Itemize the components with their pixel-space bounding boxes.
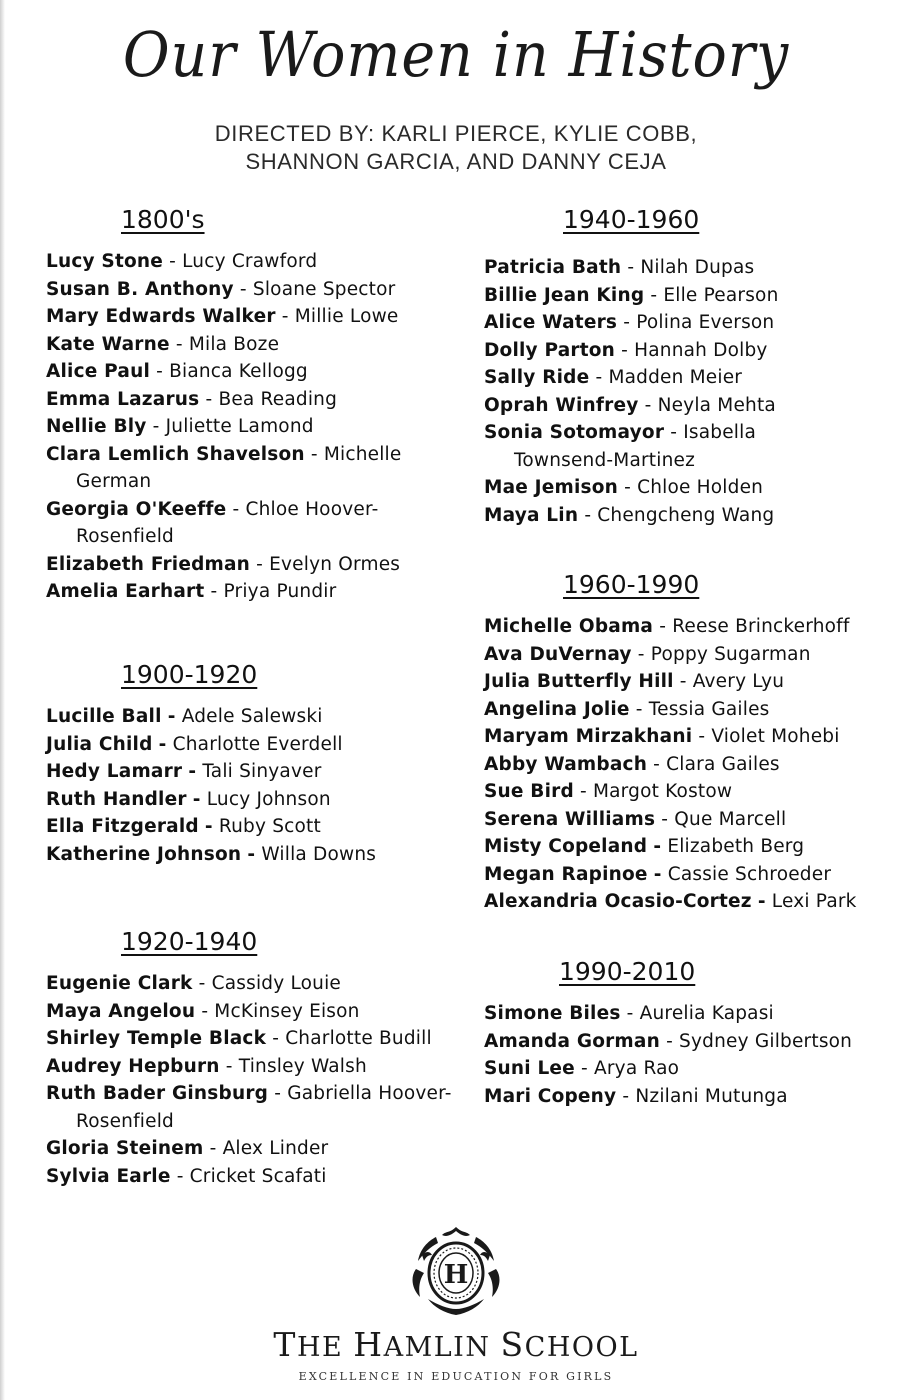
actor-name: Tinsley Walsh <box>238 1055 367 1077</box>
page-title: Our Women in History <box>122 18 790 91</box>
cast-entry <box>484 806 909 834</box>
section-heading: 1900-1920 <box>121 660 258 689</box>
cast-entry <box>46 441 441 496</box>
entry-separator: - <box>653 863 662 885</box>
historical-woman-name: Amelia Earhart <box>46 581 205 602</box>
cast-entry <box>46 248 441 276</box>
actor-name: Isabella Townsend-Martinez <box>514 422 757 471</box>
actor-name: Charlotte Everdell <box>172 733 343 755</box>
cast-list <box>484 613 909 916</box>
school-logo <box>0 1225 912 1383</box>
entry-separator: - <box>225 1055 233 1077</box>
entry-separator: - <box>210 581 218 602</box>
cast-entry <box>484 888 909 916</box>
historical-woman-name: Michelle Obama <box>484 616 654 637</box>
historical-woman-name: Billie Jean King <box>484 284 645 306</box>
cast-entry <box>46 731 466 759</box>
cast-entry <box>46 578 441 606</box>
entry-separator: - <box>239 278 247 300</box>
actor-name: McKinsey Eison <box>214 1000 360 1022</box>
actor-name: Arya Rao <box>594 1058 680 1079</box>
cast-entry <box>484 419 819 474</box>
cast-entry <box>484 392 819 420</box>
entry-separator: - <box>666 1030 673 1052</box>
cast-entry <box>484 668 909 696</box>
entry-separator: - <box>232 498 240 520</box>
entry-separator: - <box>624 477 632 498</box>
historical-woman-name: Serena Williams <box>484 808 656 830</box>
section-1960-1990 <box>484 570 909 916</box>
actor-name: Adele Salewski <box>181 706 323 727</box>
historical-woman-name: Abby Wambach <box>484 753 648 775</box>
actor-name: Juliette Lamond <box>165 416 314 437</box>
actor-name: Cricket Scafati <box>189 1165 327 1187</box>
historical-woman-name: Susan B. Anthony <box>46 278 234 300</box>
actor-name: Reese Brinckerhoff <box>672 616 850 637</box>
historical-woman-name: Maryam Mirzakhani <box>484 726 693 747</box>
cast-entry <box>484 1000 909 1028</box>
actor-name: Sloane Spector <box>252 278 396 300</box>
historical-woman-name: Ruth Bader Ginsburg <box>46 1083 269 1104</box>
entry-separator: - <box>188 761 197 782</box>
school-name-h: H <box>353 1325 384 1364</box>
entry-separator: - <box>156 361 163 382</box>
historical-woman-name: Simone Biles <box>484 1003 621 1024</box>
entry-separator: - <box>623 312 631 333</box>
historical-woman-name: Georgia O'Keeffe <box>46 498 227 520</box>
historical-woman-name: Ruth Handler <box>46 788 187 810</box>
cast-entry <box>46 331 441 359</box>
historical-woman-name: Megan Rapinoe <box>484 863 648 885</box>
cast-list <box>46 248 441 606</box>
actor-name: Tali Sinyaver <box>202 761 322 782</box>
historical-woman-name: Sylvia Earle <box>46 1165 171 1187</box>
cast-entry <box>484 254 819 282</box>
entry-separator: - <box>247 843 256 865</box>
entry-separator: - <box>627 257 635 278</box>
cast-entry <box>484 309 819 337</box>
actor-name: Avery Lyu <box>692 671 785 692</box>
actor-name: Clara Gailes <box>666 753 780 775</box>
cast-entry <box>46 551 441 579</box>
entry-separator: - <box>152 416 160 437</box>
actor-name: Bea Reading <box>218 388 338 410</box>
section-1940-1960 <box>484 205 819 529</box>
historical-woman-name: Misty Copeland <box>484 836 648 857</box>
cast-entry <box>46 703 466 731</box>
actor-name: Elle Pearson <box>663 284 779 306</box>
entry-separator: - <box>679 671 687 692</box>
actor-name: Que Marcell <box>674 808 787 830</box>
entry-separator: - <box>256 553 264 575</box>
actor-name: Lexi Park <box>771 891 857 912</box>
actor-name: Gabriella Hoover-Rosenfield <box>76 1083 452 1132</box>
page-edge <box>0 0 5 1400</box>
historical-woman-name: Alexandria Ocasio-Cortez <box>484 891 752 912</box>
historical-woman-name: Alice Paul <box>46 361 151 382</box>
cast-entry <box>46 303 441 331</box>
cast-entry <box>484 723 909 751</box>
actor-name: Charlotte Budill <box>285 1028 432 1049</box>
historical-woman-name: Dolly Parton <box>484 339 616 361</box>
cast-entry <box>46 998 476 1026</box>
actor-name: Bianca Kellogg <box>169 361 308 382</box>
directors-line-2: SHANNON GARCIA, AND DANNY CEJA <box>245 149 667 174</box>
school-name-chool: CHOOL <box>524 1332 639 1363</box>
cast-entry <box>46 813 466 841</box>
actor-name: Mila Boze <box>188 333 280 355</box>
entry-separator: - <box>209 1138 217 1159</box>
actor-name: Chengcheng Wang <box>597 504 775 526</box>
entry-separator: - <box>175 333 183 355</box>
cast-entry <box>46 496 441 551</box>
actor-name: Alex Linder <box>222 1138 329 1159</box>
historical-woman-name: Eugenie Clark <box>46 973 193 994</box>
entry-separator: - <box>653 836 662 857</box>
historical-woman-name: Patricia Bath <box>484 257 622 278</box>
historical-woman-name: Sonia Sotomayor <box>484 422 665 443</box>
entry-separator: - <box>198 973 206 994</box>
actor-name: Polina Everson <box>636 312 775 333</box>
historical-woman-name: Mae Jemison <box>484 477 619 498</box>
entry-separator: - <box>167 706 176 727</box>
actor-name: Poppy Sugarman <box>650 643 811 665</box>
actor-name: Nzilani Mutunga <box>635 1085 788 1107</box>
cast-list <box>46 703 466 868</box>
historical-woman-name: Julia Butterfly Hill <box>484 671 674 692</box>
historical-woman-name: Lucille Ball <box>46 706 162 727</box>
entry-separator: - <box>584 504 592 526</box>
historical-woman-name: Angelina Jolie <box>484 698 630 720</box>
entry-separator: - <box>579 781 587 802</box>
directors-credit <box>0 120 912 176</box>
entry-separator: - <box>581 1058 588 1079</box>
actor-name: Violet Mohebi <box>711 726 840 747</box>
entry-separator: - <box>653 753 661 775</box>
historical-woman-name: Gloria Steinem <box>46 1138 204 1159</box>
cast-entry <box>46 1135 476 1163</box>
crest-letter: H <box>443 1260 469 1290</box>
cast-entry <box>484 833 909 861</box>
historical-woman-name: Nellie Bly <box>46 416 147 437</box>
cast-entry <box>46 786 466 814</box>
historical-woman-name: Amanda Gorman <box>484 1030 660 1052</box>
historical-woman-name: Alice Waters <box>484 312 618 333</box>
section-1920-1940 <box>46 927 476 1190</box>
actor-name: Ruby Scott <box>218 816 321 837</box>
cast-entry <box>484 282 819 310</box>
cast-entry <box>46 841 466 869</box>
entry-separator: - <box>622 1085 630 1107</box>
historical-woman-name: Maya Lin <box>484 504 579 526</box>
actor-name: Willa Downs <box>261 843 377 865</box>
cast-list <box>484 254 819 529</box>
historical-woman-name: Suni Lee <box>484 1058 575 1079</box>
cast-entry <box>46 758 466 786</box>
entry-separator: - <box>698 726 706 747</box>
section-heading: 1920-1940 <box>121 927 258 956</box>
entry-separator: - <box>650 284 658 306</box>
historical-woman-name: Elizabeth Friedman <box>46 553 251 575</box>
entry-separator: - <box>595 367 603 388</box>
entry-separator: - <box>201 1000 209 1022</box>
historical-woman-name: Sue Bird <box>484 781 574 802</box>
historical-woman-name: Kate Warne <box>46 333 170 355</box>
cast-entry <box>46 970 476 998</box>
actor-name: Nilah Dupas <box>640 257 755 278</box>
cast-entry <box>46 358 441 386</box>
historical-woman-name: Ava DuVernay <box>484 643 632 665</box>
actor-name: Chloe Hoover-Rosenfield <box>76 498 379 547</box>
crest-icon <box>406 1225 506 1317</box>
entry-separator: - <box>169 251 177 272</box>
historical-woman-name: Katherine Johnson <box>46 843 242 865</box>
historical-woman-name: Sally Ride <box>484 367 590 388</box>
cast-entry <box>46 1163 476 1191</box>
section-heading: 1990-2010 <box>559 957 696 986</box>
cast-entry <box>46 276 441 304</box>
cast-entry <box>484 1055 909 1083</box>
cast-list <box>484 1000 909 1110</box>
historical-woman-name: Lucy Stone <box>46 251 164 272</box>
actor-name: Sydney Gilbertson <box>679 1030 853 1052</box>
cast-entry <box>484 1083 909 1111</box>
actor-name: Margot Kostow <box>592 781 733 802</box>
school-name-amlin: AMLIN <box>383 1332 491 1363</box>
section-1900-1920 <box>46 660 466 868</box>
entry-separator: - <box>205 388 213 410</box>
historical-woman-name: Ella Fitzgerald <box>46 816 199 837</box>
entry-separator: - <box>272 1028 280 1049</box>
actor-name: Lucy Crawford <box>182 251 318 272</box>
cast-entry <box>484 696 909 724</box>
school-name <box>0 1325 912 1364</box>
actor-name: Tessia Gailes <box>648 698 770 720</box>
cast-entry <box>46 1053 476 1081</box>
actor-name: Chloe Holden <box>637 477 764 498</box>
actor-name: Aurelia Kapasi <box>639 1003 774 1024</box>
actor-name: Lucy Johnson <box>206 788 331 810</box>
entry-separator: - <box>204 816 213 837</box>
historical-woman-name: Mari Copeny <box>484 1085 617 1107</box>
entry-separator: - <box>176 1165 184 1187</box>
historical-woman-name: Shirley Temple Black <box>46 1028 267 1049</box>
school-name-he: HE <box>296 1332 344 1363</box>
section-heading: 1960-1990 <box>563 570 700 599</box>
entry-separator: - <box>626 1003 634 1024</box>
cast-entry <box>484 1028 909 1056</box>
cast-entry <box>484 751 909 779</box>
actor-name: Millie Lowe <box>294 306 399 327</box>
entry-separator: - <box>661 808 669 830</box>
cast-entry <box>484 641 909 669</box>
historical-woman-name: Hedy Lamarr <box>46 761 183 782</box>
historical-woman-name: Mary Edwards Walker <box>46 306 276 327</box>
historical-woman-name: Maya Angelou <box>46 1000 196 1022</box>
school-name-t: T <box>273 1325 297 1364</box>
actor-name: Priya Pundir <box>223 581 337 602</box>
entry-separator: - <box>274 1083 282 1104</box>
cast-entry <box>46 1025 476 1053</box>
cast-entry <box>484 778 909 806</box>
cast-entry <box>46 1080 476 1135</box>
cast-entry <box>484 502 819 530</box>
cast-entry <box>46 386 441 414</box>
cast-entry <box>484 613 909 641</box>
section-heading: 1800's <box>121 205 205 234</box>
cast-list <box>46 970 476 1190</box>
actor-name: Cassie Schroeder <box>667 863 832 885</box>
historical-woman-name: Clara Lemlich Shavelson <box>46 443 305 465</box>
actor-name: Cassidy Louie <box>211 973 341 994</box>
cast-entry <box>484 364 819 392</box>
cast-entry <box>46 413 441 441</box>
historical-woman-name: Audrey Hepburn <box>46 1055 220 1077</box>
actor-name: Evelyn Ormes <box>269 553 401 575</box>
historical-woman-name: Oprah Winfrey <box>484 394 639 416</box>
entry-separator: - <box>621 339 629 361</box>
entry-separator: - <box>158 733 167 755</box>
actor-name: Elizabeth Berg <box>667 836 805 857</box>
cast-entry <box>484 337 819 365</box>
actor-name: Hannah Dolby <box>634 339 768 361</box>
actor-name: Michelle German <box>76 443 402 492</box>
section-heading: 1940-1960 <box>563 205 700 234</box>
section-1990-2010 <box>484 957 909 1110</box>
section-1800s <box>46 205 441 606</box>
entry-separator: - <box>637 643 645 665</box>
entry-separator: - <box>310 443 318 465</box>
directors-line-1: DIRECTED BY: KARLI PIERCE, KYLIE COBB, <box>214 121 698 146</box>
entry-separator: - <box>635 698 643 720</box>
entry-separator: - <box>659 616 667 637</box>
historical-woman-name: Emma Lazarus <box>46 388 200 410</box>
actor-name: Madden Meier <box>608 367 743 388</box>
entry-separator: - <box>192 788 201 810</box>
actor-name: Neyla Mehta <box>657 394 776 416</box>
entry-separator: - <box>757 891 766 912</box>
school-name-s: S <box>500 1325 525 1364</box>
entry-separator: - <box>670 422 678 443</box>
historical-woman-name: Julia Child <box>46 733 153 755</box>
school-tagline: EXCELLENCE IN EDUCATION FOR GIRLS <box>298 1370 614 1383</box>
entry-separator: - <box>644 394 652 416</box>
cast-entry <box>484 474 819 502</box>
cast-entry <box>484 861 909 889</box>
entry-separator: - <box>281 306 289 327</box>
